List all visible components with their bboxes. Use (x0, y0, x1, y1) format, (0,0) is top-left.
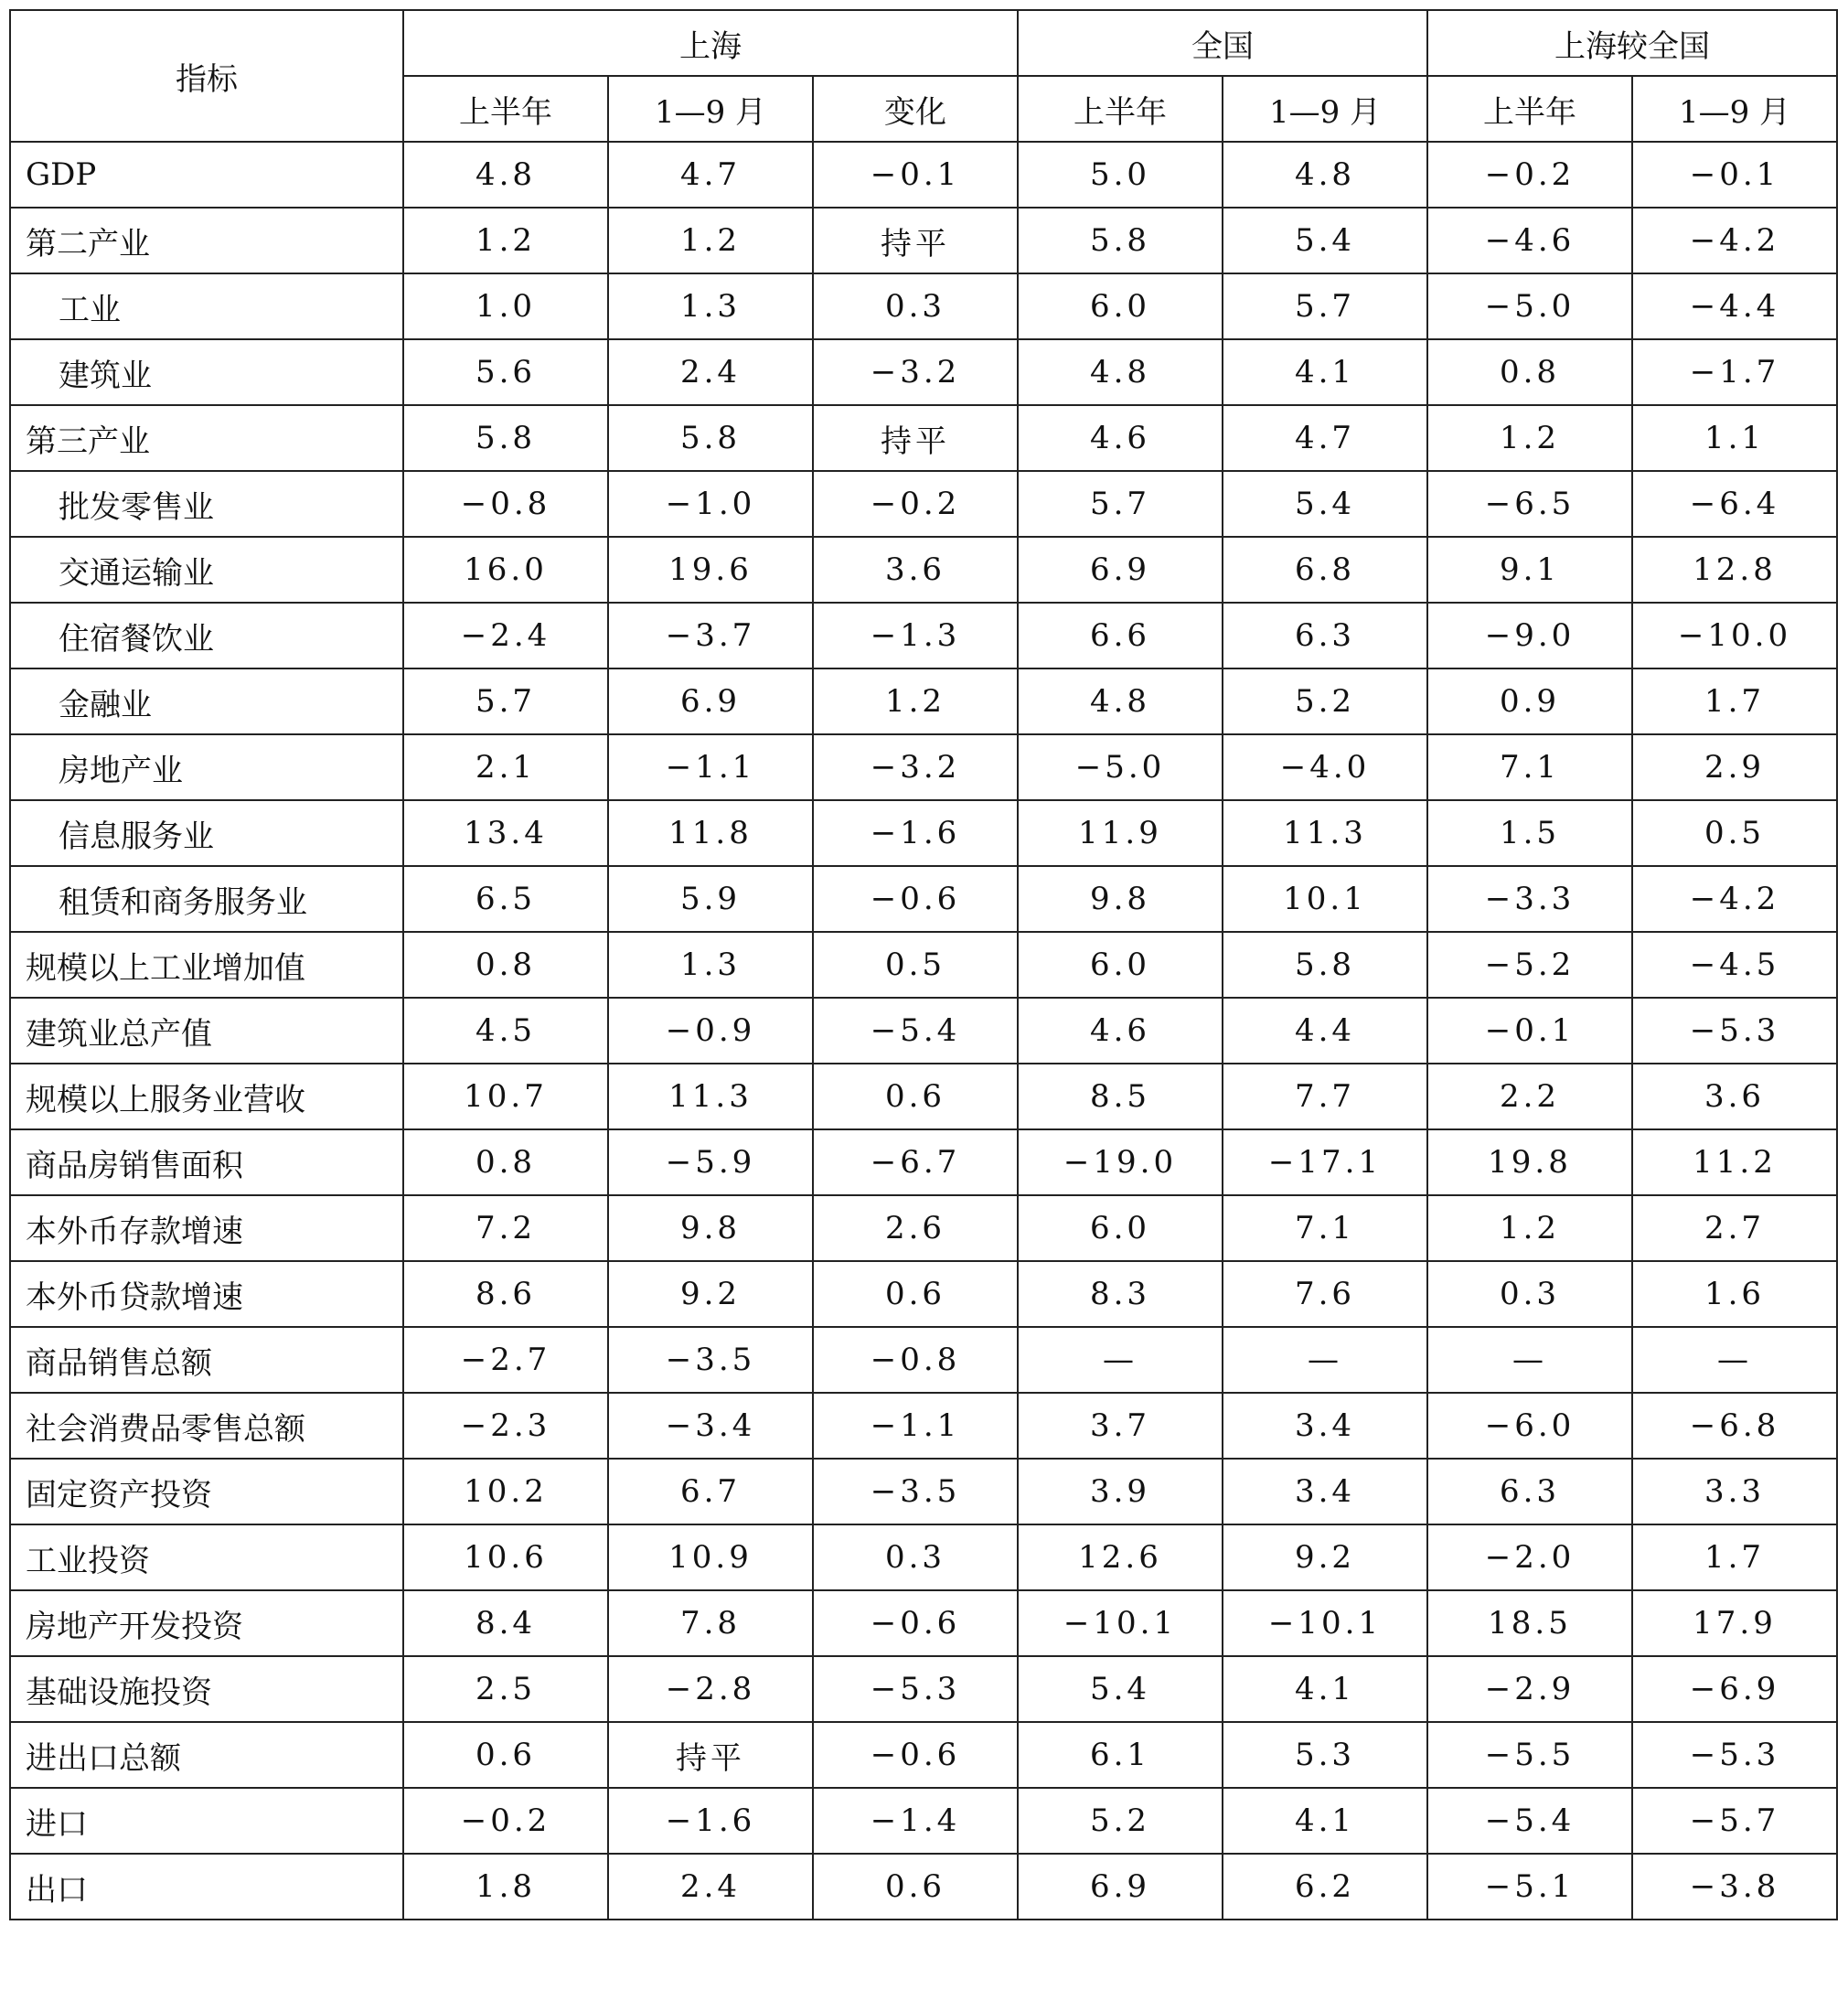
value-cell: 18.5 (1427, 1590, 1632, 1656)
table-row (10, 734, 1837, 800)
value-cell: −5.3 (1632, 1722, 1837, 1788)
row-label: 信息服务业 (10, 800, 403, 866)
header-difference-jan-sep: 1—9 月 (1632, 76, 1837, 142)
table-row (10, 405, 1837, 471)
header-shanghai-jan-sep: 1—9 月 (608, 76, 813, 142)
value-cell: 6.7 (608, 1459, 813, 1524)
value-cell: −6.8 (1632, 1393, 1837, 1459)
value-cell: 7.6 (1223, 1261, 1427, 1327)
header-difference-h1: 上半年 (1427, 76, 1632, 142)
value-cell: 0.8 (403, 1129, 608, 1195)
value-cell: 6.0 (1018, 932, 1223, 998)
value-cell: −0.8 (403, 471, 608, 537)
value-cell: −5.4 (813, 998, 1018, 1064)
value-cell: −5.4 (1427, 1788, 1632, 1854)
value-cell: 1.3 (608, 932, 813, 998)
value-cell: 1.1 (1632, 405, 1837, 471)
row-label: 建筑业总产值 (10, 998, 403, 1064)
value-cell: −0.8 (813, 1327, 1018, 1393)
value-cell: 1.3 (608, 273, 813, 339)
value-cell: 4.8 (1018, 668, 1223, 734)
value-cell: −1.1 (608, 734, 813, 800)
table-row (10, 1788, 1837, 1854)
row-label: 基础设施投资 (10, 1656, 403, 1722)
value-cell: 0.3 (813, 1524, 1018, 1590)
value-cell: −2.0 (1427, 1524, 1632, 1590)
value-cell: 0.6 (403, 1722, 608, 1788)
value-cell: 4.4 (1223, 998, 1427, 1064)
value-cell: 0.6 (813, 1064, 1018, 1129)
value-cell: −3.4 (608, 1393, 813, 1459)
row-label: 批发零售业 (10, 471, 403, 537)
value-cell: 4.1 (1223, 1788, 1427, 1854)
value-cell: −17.1 (1223, 1129, 1427, 1195)
value-cell: −1.4 (813, 1788, 1018, 1854)
row-label: 规模以上工业增加值 (10, 932, 403, 998)
header-group-national: 全国 (1018, 10, 1427, 76)
value-cell: −1.3 (813, 603, 1018, 668)
table-row (10, 1327, 1837, 1393)
table-row (10, 866, 1837, 932)
value-cell: 1.7 (1632, 668, 1837, 734)
value-cell: −2.4 (403, 603, 608, 668)
value-cell: −3.5 (813, 1459, 1018, 1524)
value-cell: 5.6 (403, 339, 608, 405)
table-row (10, 1656, 1837, 1722)
value-cell: 4.1 (1223, 339, 1427, 405)
row-label: 交通运输业 (10, 537, 403, 603)
value-cell: 1.2 (1427, 1195, 1632, 1261)
value-cell: −10.0 (1632, 603, 1837, 668)
value-cell: −0.2 (403, 1788, 608, 1854)
value-cell: 6.2 (1223, 1854, 1427, 1920)
value-cell: −19.0 (1018, 1129, 1223, 1195)
value-cell: −3.3 (1427, 866, 1632, 932)
header-national-jan-sep: 1—9 月 (1223, 76, 1427, 142)
value-cell: 5.2 (1018, 1788, 1223, 1854)
value-cell: 8.6 (403, 1261, 608, 1327)
value-cell: 2.7 (1632, 1195, 1837, 1261)
value-cell: −4.2 (1632, 866, 1837, 932)
value-cell: −9.0 (1427, 603, 1632, 668)
value-cell: 0.8 (403, 932, 608, 998)
row-label: 本外币贷款增速 (10, 1261, 403, 1327)
header-national-h1: 上半年 (1018, 76, 1223, 142)
value-cell: 11.3 (608, 1064, 813, 1129)
table-row (10, 1261, 1837, 1327)
value-cell: 9.1 (1427, 537, 1632, 603)
value-cell: 6.9 (1018, 537, 1223, 603)
value-cell: 1.2 (1427, 405, 1632, 471)
table-row (10, 1590, 1837, 1656)
value-cell: 2.2 (1427, 1064, 1632, 1129)
value-cell: −5.1 (1427, 1854, 1632, 1920)
value-cell: 5.7 (1018, 471, 1223, 537)
value-cell: 0.5 (813, 932, 1018, 998)
row-label: 商品房销售面积 (10, 1129, 403, 1195)
value-cell: −1.6 (608, 1788, 813, 1854)
row-label: 规模以上服务业营收 (10, 1064, 403, 1129)
table-row (10, 1459, 1837, 1524)
header-shanghai-h1: 上半年 (403, 76, 608, 142)
value-cell: 5.4 (1018, 1656, 1223, 1722)
value-cell: 1.6 (1632, 1261, 1837, 1327)
value-cell: 4.8 (403, 142, 608, 208)
value-cell: −5.2 (1427, 932, 1632, 998)
value-cell: −6.7 (813, 1129, 1018, 1195)
value-cell: 0.6 (813, 1854, 1018, 1920)
value-cell: 5.3 (1223, 1722, 1427, 1788)
row-label: 进出口总额 (10, 1722, 403, 1788)
value-cell: 5.8 (608, 405, 813, 471)
value-cell: −5.0 (1427, 273, 1632, 339)
value-cell: −0.2 (813, 471, 1018, 537)
value-cell: 1.7 (1632, 1524, 1837, 1590)
value-cell: 11.8 (608, 800, 813, 866)
value-cell: 0.8 (1427, 339, 1632, 405)
value-cell: −4.5 (1632, 932, 1837, 998)
value-cell: 6.9 (608, 668, 813, 734)
value-cell: −2.9 (1427, 1656, 1632, 1722)
table-row (10, 273, 1837, 339)
value-cell: 0.9 (1427, 668, 1632, 734)
value-cell: 1.2 (813, 668, 1018, 734)
value-cell: 10.1 (1223, 866, 1427, 932)
value-cell: 持平 (608, 1722, 813, 1788)
value-cell: 4.6 (1018, 405, 1223, 471)
value-cell: −0.1 (1632, 142, 1837, 208)
value-cell: 10.7 (403, 1064, 608, 1129)
row-label: 社会消费品零售总额 (10, 1393, 403, 1459)
table-row (10, 998, 1837, 1064)
value-cell: 5.2 (1223, 668, 1427, 734)
value-cell: −5.5 (1427, 1722, 1632, 1788)
value-cell: 5.4 (1223, 471, 1427, 537)
value-cell: 1.2 (403, 208, 608, 273)
table-row (10, 1129, 1837, 1195)
value-cell: 3.3 (1632, 1459, 1837, 1524)
value-cell: 16.0 (403, 537, 608, 603)
value-cell: −2.3 (403, 1393, 608, 1459)
value-cell: −6.9 (1632, 1656, 1837, 1722)
table-row (10, 1854, 1837, 1920)
value-cell: −3.5 (608, 1327, 813, 1393)
row-label: 租赁和商务服务业 (10, 866, 403, 932)
value-cell: −2.8 (608, 1656, 813, 1722)
value-cell: −4.4 (1632, 273, 1837, 339)
value-cell: 6.6 (1018, 603, 1223, 668)
value-cell: −0.9 (608, 998, 813, 1064)
row-label: 第二产业 (10, 208, 403, 273)
value-cell: 10.9 (608, 1524, 813, 1590)
value-cell: −5.7 (1632, 1788, 1837, 1854)
value-cell: −10.1 (1018, 1590, 1223, 1656)
value-cell: −4.0 (1223, 734, 1427, 800)
value-cell: 9.8 (1018, 866, 1223, 932)
value-cell: 6.8 (1223, 537, 1427, 603)
value-cell: 6.3 (1223, 603, 1427, 668)
row-label: 金融业 (10, 668, 403, 734)
value-cell: 4.1 (1223, 1656, 1427, 1722)
value-cell: 2.4 (608, 339, 813, 405)
value-cell: 3.4 (1223, 1393, 1427, 1459)
value-cell: — (1632, 1327, 1837, 1393)
value-cell: 6.0 (1018, 273, 1223, 339)
value-cell: 9.2 (608, 1261, 813, 1327)
value-cell: 1.2 (608, 208, 813, 273)
value-cell: −0.6 (813, 866, 1018, 932)
value-cell: 3.6 (813, 537, 1018, 603)
value-cell: −5.3 (1632, 998, 1837, 1064)
value-cell: 11.3 (1223, 800, 1427, 866)
value-cell: −1.7 (1632, 339, 1837, 405)
value-cell: 7.8 (608, 1590, 813, 1656)
value-cell: 1.0 (403, 273, 608, 339)
table-row (10, 1195, 1837, 1261)
value-cell: — (1427, 1327, 1632, 1393)
value-cell: 5.7 (403, 668, 608, 734)
value-cell: 5.8 (403, 405, 608, 471)
row-label: 商品销售总额 (10, 1327, 403, 1393)
value-cell: 0.3 (813, 273, 1018, 339)
value-cell: −4.2 (1632, 208, 1837, 273)
value-cell: −5.9 (608, 1129, 813, 1195)
value-cell: 2.6 (813, 1195, 1018, 1261)
value-cell: −6.0 (1427, 1393, 1632, 1459)
value-cell: 6.0 (1018, 1195, 1223, 1261)
header-group-difference: 上海较全国 (1427, 10, 1837, 76)
value-cell: 6.3 (1427, 1459, 1632, 1524)
value-cell: −0.6 (813, 1722, 1018, 1788)
value-cell: 2.4 (608, 1854, 813, 1920)
value-cell: 7.2 (403, 1195, 608, 1261)
value-cell: 5.4 (1223, 208, 1427, 273)
value-cell: 8.5 (1018, 1064, 1223, 1129)
value-cell: −10.1 (1223, 1590, 1427, 1656)
value-cell: 0.6 (813, 1261, 1018, 1327)
value-cell: 2.9 (1632, 734, 1837, 800)
row-label: 房地产业 (10, 734, 403, 800)
row-label: 进口 (10, 1788, 403, 1854)
value-cell: 8.3 (1018, 1261, 1223, 1327)
value-cell: −3.2 (813, 339, 1018, 405)
value-cell: 12.6 (1018, 1524, 1223, 1590)
value-cell: 0.3 (1427, 1261, 1632, 1327)
table-row (10, 339, 1837, 405)
value-cell: 1.5 (1427, 800, 1632, 866)
table-header (10, 10, 1837, 142)
value-cell: 9.2 (1223, 1524, 1427, 1590)
row-label: 住宿餐饮业 (10, 603, 403, 668)
value-cell: 3.7 (1018, 1393, 1223, 1459)
value-cell: 10.6 (403, 1524, 608, 1590)
value-cell: — (1223, 1327, 1427, 1393)
table-row (10, 668, 1837, 734)
value-cell: −0.6 (813, 1590, 1018, 1656)
value-cell: 7.1 (1223, 1195, 1427, 1261)
value-cell: 13.4 (403, 800, 608, 866)
row-label: 第三产业 (10, 405, 403, 471)
value-cell: 4.7 (608, 142, 813, 208)
value-cell: 4.8 (1223, 142, 1427, 208)
value-cell: −0.2 (1427, 142, 1632, 208)
row-label: 房地产开发投资 (10, 1590, 403, 1656)
table-row (10, 932, 1837, 998)
table-row (10, 142, 1837, 208)
value-cell: −3.8 (1632, 1854, 1837, 1920)
table-row (10, 800, 1837, 866)
value-cell: 4.8 (1018, 339, 1223, 405)
header-row-groups (10, 10, 1837, 76)
table-row (10, 603, 1837, 668)
value-cell: 17.9 (1632, 1590, 1837, 1656)
value-cell: 3.9 (1018, 1459, 1223, 1524)
value-cell: 持平 (813, 405, 1018, 471)
value-cell: 11.2 (1632, 1129, 1837, 1195)
header-group-shanghai: 上海 (403, 10, 1018, 76)
table-row (10, 1393, 1837, 1459)
value-cell: 7.7 (1223, 1064, 1427, 1129)
value-cell: −2.7 (403, 1327, 608, 1393)
value-cell: −6.5 (1427, 471, 1632, 537)
value-cell: 5.8 (1223, 932, 1427, 998)
value-cell: 10.2 (403, 1459, 608, 1524)
value-cell: −1.1 (813, 1393, 1018, 1459)
table-body (10, 142, 1837, 1920)
value-cell: 5.9 (608, 866, 813, 932)
header-indicator: 指标 (10, 10, 403, 142)
value-cell: −3.7 (608, 603, 813, 668)
value-cell: 4.7 (1223, 405, 1427, 471)
value-cell: −1.0 (608, 471, 813, 537)
value-cell: 5.8 (1018, 208, 1223, 273)
value-cell: 0.5 (1632, 800, 1837, 866)
value-cell: −4.6 (1427, 208, 1632, 273)
value-cell: 19.8 (1427, 1129, 1632, 1195)
value-cell: 12.8 (1632, 537, 1837, 603)
value-cell: 5.0 (1018, 142, 1223, 208)
row-label: 工业投资 (10, 1524, 403, 1590)
value-cell: 7.1 (1427, 734, 1632, 800)
value-cell: −6.4 (1632, 471, 1837, 537)
value-cell: 5.7 (1223, 273, 1427, 339)
value-cell: −3.2 (813, 734, 1018, 800)
value-cell: 6.5 (403, 866, 608, 932)
row-label: 本外币存款增速 (10, 1195, 403, 1261)
row-label: 工业 (10, 273, 403, 339)
value-cell: 6.9 (1018, 1854, 1223, 1920)
value-cell: 2.1 (403, 734, 608, 800)
value-cell: 4.6 (1018, 998, 1223, 1064)
value-cell: 1.8 (403, 1854, 608, 1920)
value-cell: −0.1 (813, 142, 1018, 208)
value-cell: 11.9 (1018, 800, 1223, 866)
row-label: GDP (10, 142, 403, 208)
value-cell: −0.1 (1427, 998, 1632, 1064)
value-cell: 6.1 (1018, 1722, 1223, 1788)
value-cell: 4.5 (403, 998, 608, 1064)
value-cell: — (1018, 1327, 1223, 1393)
value-cell: 8.4 (403, 1590, 608, 1656)
table-row (10, 208, 1837, 273)
value-cell: 19.6 (608, 537, 813, 603)
value-cell: −5.3 (813, 1656, 1018, 1722)
value-cell: 3.4 (1223, 1459, 1427, 1524)
header-shanghai-change: 变化 (813, 76, 1018, 142)
row-label: 固定资产投资 (10, 1459, 403, 1524)
indicator-comparison-table (9, 9, 1838, 1920)
table-row (10, 1722, 1837, 1788)
value-cell: 3.6 (1632, 1064, 1837, 1129)
row-label: 出口 (10, 1854, 403, 1920)
table-row (10, 537, 1837, 603)
table-row (10, 471, 1837, 537)
table-row (10, 1064, 1837, 1129)
value-cell: 2.5 (403, 1656, 608, 1722)
value-cell: 持平 (813, 208, 1018, 273)
row-label: 建筑业 (10, 339, 403, 405)
table-row (10, 1524, 1837, 1590)
value-cell: 9.8 (608, 1195, 813, 1261)
value-cell: −5.0 (1018, 734, 1223, 800)
value-cell: −1.6 (813, 800, 1018, 866)
